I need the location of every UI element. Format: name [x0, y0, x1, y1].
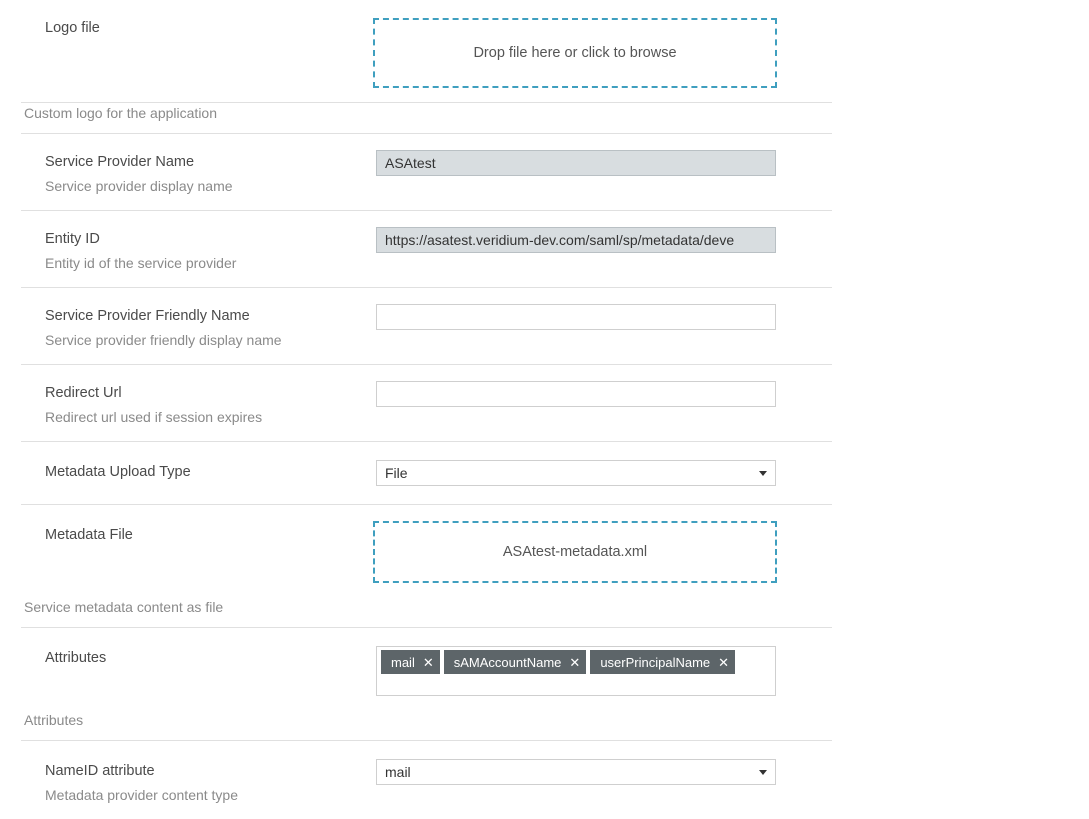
- attribute-chip-label: userPrincipalName: [600, 654, 711, 670]
- field-col: [376, 505, 832, 597]
- chevron-down-icon: [759, 770, 767, 775]
- label-col: [21, 0, 376, 56]
- close-icon[interactable]: ✕: [718, 654, 730, 670]
- form-row-redirect-url: [21, 365, 832, 442]
- dropzone-filename: ASAtest-metadata.xml: [502, 544, 648, 560]
- form-row-metadata-file: [21, 505, 832, 597]
- label-col: [21, 505, 376, 563]
- field-col: [376, 741, 832, 799]
- attribute-chip[interactable]: [444, 650, 587, 674]
- attributes-chips-box[interactable]: [376, 646, 776, 696]
- chevron-down-icon: [759, 471, 767, 476]
- field-hint: Service provider display name: [45, 178, 233, 194]
- field-col: [376, 288, 832, 344]
- field-label: NameID attribute: [45, 763, 155, 779]
- hint-logo-file: Custom logo for the application: [24, 105, 217, 121]
- nameid-attribute-select[interactable]: [376, 759, 776, 785]
- field-col: [376, 365, 832, 421]
- close-icon[interactable]: ✕: [569, 654, 581, 670]
- field-label: Metadata File: [45, 527, 133, 543]
- redirect-url-input[interactable]: [376, 381, 776, 407]
- label-col: [21, 442, 376, 504]
- form-row-attributes: [21, 628, 832, 710]
- field-label: Entity ID: [45, 231, 100, 247]
- field-col: [376, 0, 832, 102]
- metadata-file-dropzone[interactable]: [373, 521, 777, 583]
- field-label: Service Provider Friendly Name: [45, 308, 250, 324]
- form-row-service-provider-friendly-name: [21, 288, 832, 365]
- attribute-chip-label: mail: [391, 654, 415, 670]
- label-col: [21, 134, 376, 210]
- label-col: [21, 288, 376, 364]
- hint-attributes: Attributes: [24, 712, 84, 728]
- label-col: [21, 365, 376, 441]
- attribute-chip-label: sAMAccountName: [453, 654, 562, 670]
- field-col: [376, 442, 832, 504]
- close-icon[interactable]: ✕: [422, 654, 434, 670]
- field-col: [376, 628, 832, 710]
- service-provider-name-input[interactable]: [376, 150, 776, 176]
- field-label: Logo file: [45, 20, 100, 36]
- select-value: mail: [385, 764, 411, 780]
- field-label: Attributes: [45, 650, 107, 666]
- entity-id-input[interactable]: [376, 227, 776, 253]
- field-hint: Redirect url used if session expires: [45, 409, 263, 425]
- label-col: [21, 741, 376, 819]
- label-col: [21, 628, 376, 686]
- field-label: Service Provider Name: [45, 154, 195, 170]
- field-label: Metadata Upload Type: [45, 464, 191, 480]
- field-col: [376, 211, 832, 267]
- dropzone-text: Drop file here or click to browse: [473, 45, 677, 61]
- field-hint: Entity id of the service provider: [45, 255, 237, 271]
- form-row-service-provider-name: [21, 134, 832, 211]
- field-col: [376, 134, 832, 190]
- attribute-chip[interactable]: [590, 650, 735, 674]
- hint-metadata-file: Service metadata content as file: [24, 599, 224, 615]
- field-hint: Service provider friendly display name: [45, 332, 282, 348]
- select-value: File: [385, 465, 408, 481]
- attribute-chip[interactable]: [381, 650, 440, 674]
- service-provider-friendly-name-input[interactable]: [376, 304, 776, 330]
- label-col: [21, 211, 376, 287]
- field-hint: Metadata provider content type: [45, 787, 239, 803]
- form-row-metadata-upload-type: [21, 442, 832, 505]
- logo-file-dropzone[interactable]: [373, 18, 777, 88]
- metadata-upload-type-select[interactable]: [376, 460, 776, 486]
- form-row-logo-file: [21, 0, 832, 103]
- field-label: Redirect Url: [45, 385, 122, 401]
- form-row-entity-id: [21, 211, 832, 288]
- form-row-nameid-attribute: [21, 741, 832, 819]
